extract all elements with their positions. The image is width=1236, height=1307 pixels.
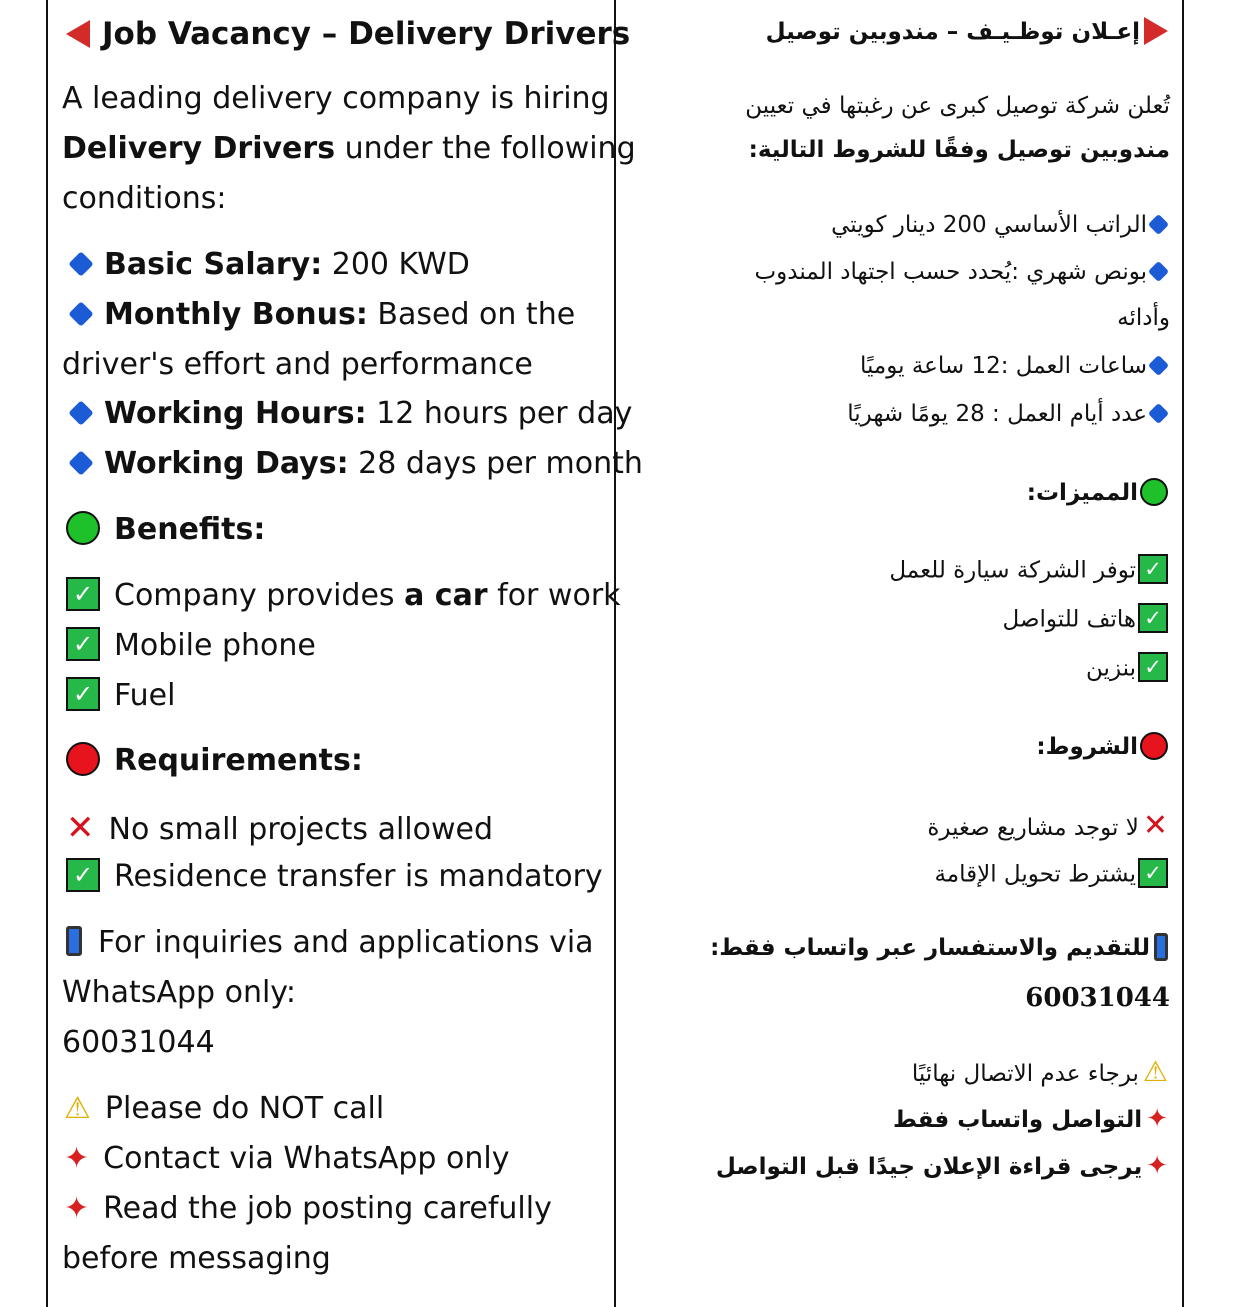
requirement-1-row xyxy=(62,808,493,850)
requirements-heading: Requirements: xyxy=(114,743,363,778)
benefit-1-post: for work xyxy=(487,578,621,613)
arabic-requirement-1: لا توجد مشاريع صغيرة xyxy=(927,815,1139,841)
arabic-note-1-row xyxy=(912,1056,1170,1090)
arabic-requirements-heading-row xyxy=(1036,731,1170,764)
check-box-icon: ✓ xyxy=(66,677,100,711)
bonus-value: Based on the xyxy=(367,297,576,332)
benefit-1-bold: a car xyxy=(404,578,488,613)
arabic-hours: ساعات العمل :12 ساعة يوميًا xyxy=(859,353,1147,379)
benefit-1-pre: Company provides xyxy=(114,578,405,613)
bonus-row xyxy=(62,295,575,335)
arabic-contact-row xyxy=(710,932,1170,965)
pushpin-icon: ✦ xyxy=(1146,1151,1168,1181)
english-phone-number: 60031044 xyxy=(62,1025,215,1060)
english-title-row xyxy=(62,14,630,54)
cross-icon: ✕ xyxy=(1142,808,1168,843)
days-row xyxy=(62,444,643,484)
hours-row xyxy=(62,394,632,434)
arabic-intro-line-2: مندوبين توصيل وفقًا للشروط التالية: xyxy=(748,137,1170,163)
arabic-benefit-1: توفر الشركة سيارة للعمل xyxy=(889,557,1136,584)
requirement-1: No small projects allowed xyxy=(108,812,494,847)
arabic-note-2-row xyxy=(893,1103,1170,1136)
note-3-row xyxy=(62,1189,552,1229)
arabic-benefit-2-row xyxy=(1003,603,1170,637)
contact-line-2: WhatsApp only: xyxy=(62,975,296,1010)
column-divider xyxy=(614,0,616,1307)
note-1: Please do NOT call xyxy=(104,1091,385,1126)
cross-icon: ✕ xyxy=(66,808,95,848)
arabic-contact-line: للتقديم والاستفسار عبر واتساب فقط: xyxy=(710,935,1150,961)
intro-line-3: conditions: xyxy=(62,181,227,216)
days-value: 28 days per month xyxy=(348,446,643,481)
days-label: Working Days: xyxy=(104,446,349,481)
intro-rest: under the following xyxy=(335,131,636,166)
diamond-icon xyxy=(1148,402,1169,423)
arabic-requirement-1-row xyxy=(927,810,1170,844)
bonus-label: Monthly Bonus: xyxy=(104,297,368,332)
arabic-benefit-3-row xyxy=(1086,652,1170,686)
arabic-note-1: برجاء عدم الاتصال نهائيًا xyxy=(911,1061,1139,1087)
check-box-icon: ✓ xyxy=(1138,858,1168,888)
check-box-icon: ✓ xyxy=(1138,554,1168,584)
note-3: Read the job posting carefully xyxy=(103,1191,552,1226)
pushpin-icon: ✦ xyxy=(64,1191,90,1226)
pushpin-icon: ✦ xyxy=(64,1141,90,1176)
arabic-benefit-1-row xyxy=(889,554,1170,588)
green-circle-icon xyxy=(1140,478,1168,506)
salary-label: Basic Salary: xyxy=(104,247,323,282)
diamond-icon xyxy=(68,450,93,475)
arabic-benefit-2: هاتف للتواصل xyxy=(1002,606,1136,633)
diamond-icon xyxy=(68,301,93,326)
arabic-days-row xyxy=(847,398,1170,430)
contact-row xyxy=(62,923,594,963)
bonus-continuation: driver's effort and performance xyxy=(62,347,533,382)
megaphone-icon xyxy=(66,20,90,48)
intro-line-2 xyxy=(62,129,636,169)
diamond-icon xyxy=(68,400,93,425)
arabic-requirements-heading: الشروط: xyxy=(1036,734,1138,760)
check-box-icon: ✓ xyxy=(66,858,100,892)
arabic-intro-line-1: تُعلن شركة توصيل كبرى عن رغبتها في تعيين xyxy=(745,93,1170,119)
diamond-icon xyxy=(1148,260,1169,281)
arabic-note-3: يرجى قراءة الإعلان جيدًا قبل التواصل xyxy=(715,1154,1143,1180)
benefit-3: Fuel xyxy=(114,678,176,713)
check-box-icon: ✓ xyxy=(66,577,100,611)
mobile-phone-icon xyxy=(1154,933,1168,961)
check-box-icon: ✓ xyxy=(1138,603,1168,633)
intro-bold: Delivery Drivers xyxy=(62,131,336,166)
check-box-icon: ✓ xyxy=(66,627,100,661)
english-title: Job Vacancy – Delivery Drivers xyxy=(102,16,631,52)
diamond-icon xyxy=(1148,213,1169,234)
arabic-benefit-3: بنزين xyxy=(1086,655,1136,682)
red-circle-icon xyxy=(66,742,100,776)
arabic-note-3-row xyxy=(716,1150,1170,1183)
arabic-days: عدد أيام العمل : 28 يومًا شهريًا xyxy=(847,401,1147,427)
note-3-continuation: before messaging xyxy=(62,1241,331,1276)
arabic-phone-number: 60031044 xyxy=(1025,983,1170,1013)
benefit-1-row xyxy=(62,576,621,617)
red-circle-icon xyxy=(1140,732,1168,760)
note-2-row xyxy=(62,1139,509,1179)
hours-label: Working Hours: xyxy=(104,396,367,431)
arabic-title: إعـلان توظـيـف – مندوبين توصيل xyxy=(765,19,1140,45)
arabic-bonus-continuation: وأدائه xyxy=(1117,305,1170,331)
megaphone-icon xyxy=(1144,17,1168,45)
benefits-heading-row xyxy=(62,510,265,551)
benefit-2: Mobile phone xyxy=(114,628,316,663)
requirements-heading-row xyxy=(62,741,363,782)
benefit-2-row xyxy=(62,626,316,667)
contact-line-1: For inquiries and applications via xyxy=(98,925,594,960)
benefits-heading: Benefits: xyxy=(114,512,266,547)
arabic-hours-row xyxy=(860,350,1170,382)
arabic-requirement-2-row xyxy=(934,858,1170,892)
arabic-bonus: بونص شهري :يُحدد حسب اجتهاد المندوب xyxy=(754,259,1147,285)
arabic-benefits-heading: المميزات: xyxy=(1026,480,1138,506)
pushpin-icon: ✦ xyxy=(1146,1104,1168,1134)
arabic-benefits-heading-row xyxy=(1027,477,1170,510)
diamond-icon xyxy=(68,251,93,276)
check-box-icon: ✓ xyxy=(1138,652,1168,682)
arabic-salary-row xyxy=(831,209,1170,241)
hours-value: 12 hours per day xyxy=(366,396,633,431)
arabic-salary: الراتب الأساسي 200 دينار كويتي xyxy=(831,212,1147,238)
arabic-bonus-row xyxy=(755,256,1170,288)
mobile-phone-icon xyxy=(66,926,82,956)
arabic-requirement-2: يشترط تحويل الإقامة xyxy=(934,861,1136,888)
note-2: Contact via WhatsApp only xyxy=(103,1141,510,1176)
arabic-title-row xyxy=(766,16,1170,49)
salary-value: 200 KWD xyxy=(322,247,470,282)
warning-icon: ⚠ xyxy=(64,1091,91,1126)
requirement-2: Residence transfer is mandatory xyxy=(114,859,603,894)
diamond-icon xyxy=(1148,354,1169,375)
note-1-row xyxy=(62,1089,384,1129)
warning-icon: ⚠ xyxy=(1142,1055,1168,1088)
benefit-3-row xyxy=(62,676,175,717)
requirement-2-row xyxy=(62,857,603,898)
intro-line-1: A leading delivery company is hiring xyxy=(62,81,610,116)
arabic-note-2: التواصل واتساب فقط xyxy=(893,1107,1143,1133)
green-circle-icon xyxy=(66,511,100,545)
salary-row xyxy=(62,245,470,285)
